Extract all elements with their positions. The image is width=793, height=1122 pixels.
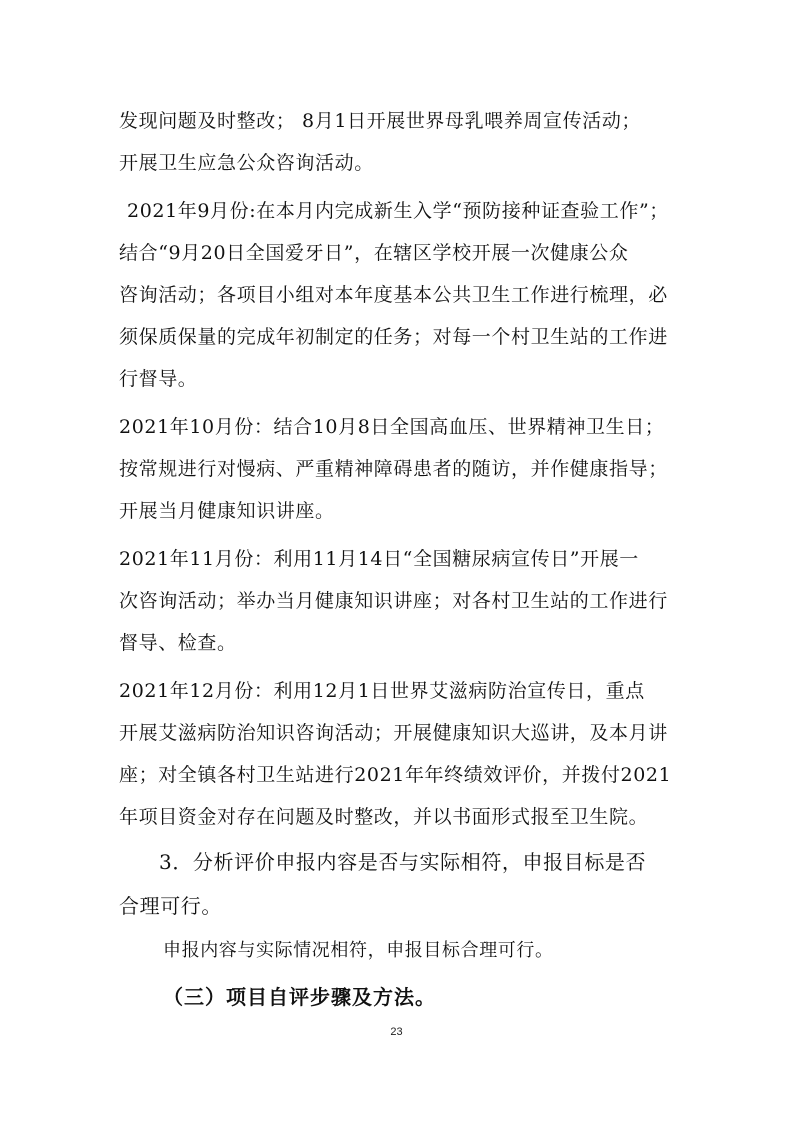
- text-line: 须保质保量的完成年初制定的任务；对每一个村卫生站的工作进: [119, 326, 668, 348]
- text-line: 2021年10月份：结合10月8日全国高血压、世界精神卫生日；: [119, 416, 665, 438]
- subsection-heading: （三）项目自评步骤及方法。: [163, 985, 436, 1009]
- text-line: 合理可行。: [119, 894, 222, 918]
- text-line: 申报内容与实际情况相符，申报目标合理可行。: [163, 940, 554, 961]
- text-line: 结合“9月20日全国爱牙日”，在辖区学校开展一次健康公众: [119, 242, 629, 264]
- text-line: 2021年12月份：利用12月1日世界艾滋病防治宣传日，重点: [119, 680, 645, 702]
- text-line: 督导、检查。: [119, 632, 237, 654]
- text-line: 2021年11月份：利用11月14日“全国糖尿病宣传日”开展一: [119, 548, 639, 570]
- text-line: 开展当月健康知识讲座。: [119, 500, 335, 522]
- text-line: 发现问题及时整改； 8月1日开展世界母乳喂养周宣传活动；: [119, 110, 642, 132]
- text-line: 咨询活动；各项目小组对本年度基本公共卫生工作进行梳理，必: [119, 284, 668, 306]
- text-line: 开展卫生应急公众咨询活动。: [119, 152, 374, 174]
- text-line: 2021年9月份:在本月内完成新生入学“预防接种证查验工作”；: [127, 200, 669, 222]
- text-line: 年项目资金对存在问题及时整改，并以书面形式报至卫生院。: [119, 806, 649, 828]
- text-line: 按常规进行对慢病、严重精神障碍患者的随访，并作健康指导；: [119, 458, 668, 480]
- text-line: 开展艾滋病防治知识咨询活动；开展健康知识大巡讲，及本月讲: [119, 722, 668, 744]
- text-line: 行督导。: [119, 368, 198, 390]
- text-line: 座；对全镇各村卫生站进行2021年年终绩效评价，并拨付2021: [119, 764, 672, 786]
- page-number: 23: [390, 1026, 403, 1038]
- section-heading: 3．分析评价申报内容是否与实际相符，申报目标是否: [159, 850, 647, 874]
- text-line: 次咨询活动；举办当月健康知识讲座；对各村卫生站的工作进行: [119, 590, 668, 612]
